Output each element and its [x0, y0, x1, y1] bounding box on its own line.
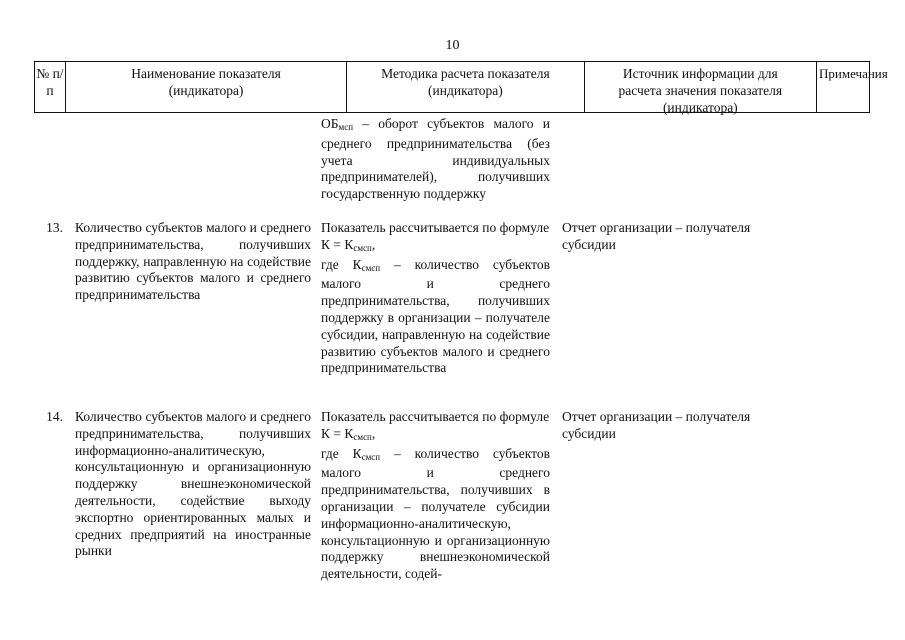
row-14-number: 14.	[46, 409, 63, 424]
row-13-where	[321, 257, 550, 378]
row-13-formula-sub: смсп	[353, 242, 372, 253]
row-14-formula-end: ,	[371, 425, 376, 441]
row-13-where-label: где К	[321, 256, 362, 272]
row-14-where-text: – количество субъектов малого и среднего предпринимательства, получивших в организации – получателе субсидии информационно-аналитическую, консультационную и организационную поддержку внешнеэкономической деятельности, содей-	[321, 445, 550, 582]
row-14-formula	[321, 426, 550, 446]
continuation-body: – оборот субъектов малого и среднего предпринимательства (без учета индивидуальных предпринимателей), получивших государственную поддержку	[321, 116, 550, 202]
continuation-text	[321, 116, 550, 203]
header-source: Источник информации для расчета значения показателя (индикатора)	[585, 62, 817, 112]
row-13-method	[321, 220, 550, 377]
row-13-formula-end: ,	[371, 236, 376, 252]
table-header	[34, 61, 888, 115]
header-notes: Примечания	[819, 66, 888, 81]
header-method: Методика расчета показателя (индикатора)	[347, 62, 584, 112]
continuation-sub: мсп	[338, 122, 354, 132]
row-13-where-sub: смсп	[361, 262, 381, 273]
row-14-where	[321, 446, 550, 583]
page-number: 10	[445, 38, 460, 53]
row-13-name: Количество субъектов малого и среднего предпринимательства, получивших поддержку, направленную на содействие развитию субъектов малого и среднего предпринимательства	[75, 220, 311, 303]
row-14-method-intro: Показатель рассчитывается по формуле	[321, 409, 550, 424]
row-13-method-intro: Показатель рассчитывается по формуле	[321, 220, 550, 235]
header-name: Наименование показателя (индикатора)	[66, 62, 347, 112]
row-14-source: Отчет организации – получателя субсидии	[562, 409, 751, 441]
row-14-where-sub: смсп	[361, 451, 381, 462]
row-14-method	[321, 409, 550, 583]
row-14-name: Количество субъектов малого и среднего предпринимательства, получивших информационно-аналитическую, консультационную и организационную поддержку внешнеэкономической деятельности, содействие выходу экспортно ориентированных малых и средних предприятий на иностранные рынки	[75, 409, 311, 559]
row-13-source: Отчет организации – получателя субсидии	[562, 220, 751, 252]
row-13-where-text: – количество субъектов малого и среднего предпринимательства, получивших поддержку в организации – получателе субсидии, направленную на содействие развитию субъектов малого и среднего предпринимательства	[321, 256, 550, 376]
row-13-formula	[321, 237, 550, 257]
continuation-symbol: ОБ	[321, 116, 339, 131]
header-no: № п/п	[35, 62, 66, 112]
row-13-number: 13.	[46, 220, 63, 235]
row-14-where-label: где К	[321, 445, 362, 461]
row-14-formula-sub: смсп	[353, 431, 372, 442]
row-13-formula-left: К = К	[321, 236, 354, 252]
row-14-formula-left: К = К	[321, 425, 354, 441]
